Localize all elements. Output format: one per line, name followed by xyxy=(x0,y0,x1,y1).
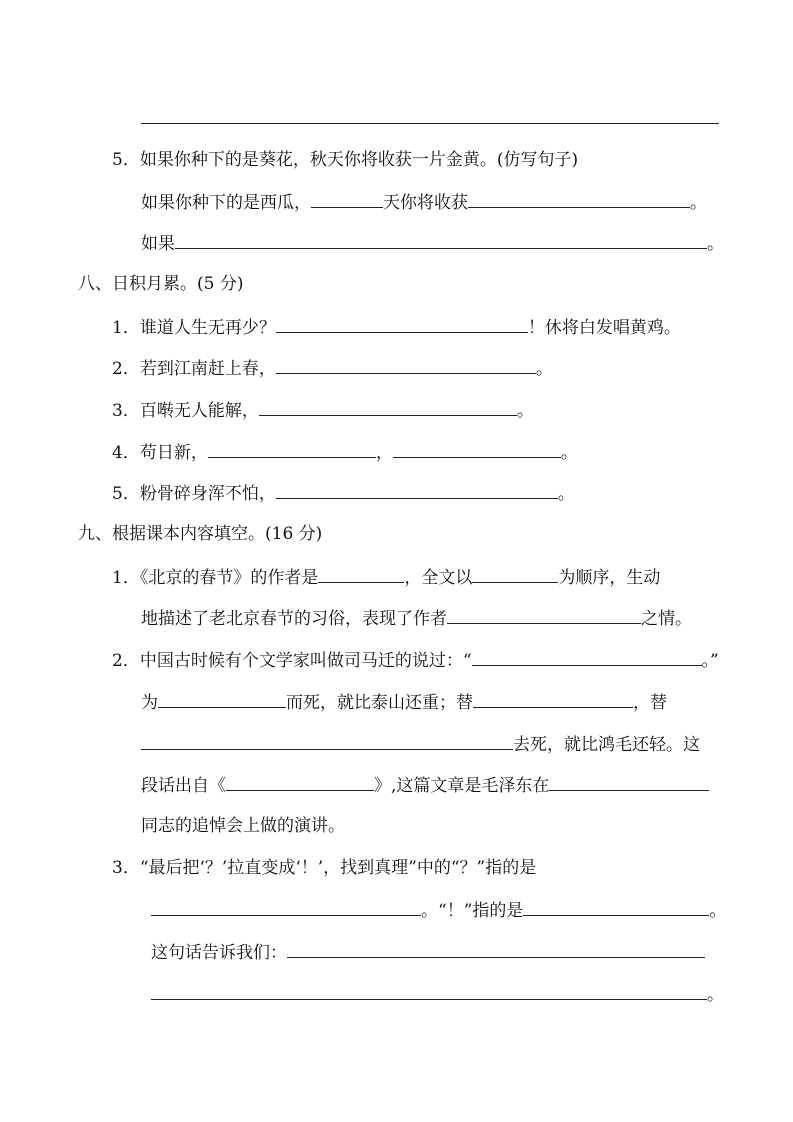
period: 。 xyxy=(560,443,578,463)
period: 。 xyxy=(707,985,724,1005)
line-text: 而死，就比泰山还重；替 xyxy=(286,693,473,713)
q9-item1-line2 xyxy=(141,606,692,630)
q9-item3-line1 xyxy=(112,857,536,879)
q9-item1-line1 xyxy=(112,565,660,589)
line-text: 苟日新， xyxy=(139,443,208,463)
line-text: 。“！”指的是 xyxy=(421,901,524,921)
section-title: 九、根据课本内容填空。 xyxy=(78,524,265,544)
answer-line[interactable] xyxy=(141,123,719,124)
line-text: 段话出自《 xyxy=(141,776,226,796)
line-text: ，替 xyxy=(633,693,667,713)
q9-item3-line2 xyxy=(151,898,726,922)
answer-blank[interactable] xyxy=(158,690,286,708)
item-number: 5． xyxy=(112,484,140,504)
line-text: 为 xyxy=(141,693,158,713)
period: 。 xyxy=(535,359,553,379)
period: 。 xyxy=(516,401,534,421)
q9-item2-line4 xyxy=(141,773,709,797)
answer-blank[interactable] xyxy=(447,606,641,624)
answer-blank[interactable] xyxy=(226,773,374,791)
line-text: ！休将白发唱黄鸡。 xyxy=(527,318,681,338)
answer-blank[interactable] xyxy=(311,190,383,208)
section-title: 八、日积月累。 xyxy=(78,274,197,294)
answer-blank[interactable] xyxy=(468,190,690,208)
answer-blank[interactable] xyxy=(141,732,513,750)
item-number: 1． xyxy=(112,318,140,338)
period: 。 xyxy=(709,901,727,921)
q9-item2-line5 xyxy=(141,815,345,837)
line-text: 去死，就比鸿毛还轻。这 xyxy=(513,735,700,755)
answer-blank[interactable] xyxy=(276,315,528,333)
answer-blank[interactable] xyxy=(259,398,517,416)
line-text: ，全文以 xyxy=(404,568,473,588)
q8-item-2 xyxy=(112,356,553,380)
q9-item3-line3 xyxy=(151,940,705,964)
item-number: 3． xyxy=(112,401,140,421)
comma: ， xyxy=(375,443,393,463)
q7-item5-line1 xyxy=(141,190,707,214)
line-text: 同志的追悼会上做的演讲。 xyxy=(141,816,345,836)
line-text: 百啭无人能解， xyxy=(139,401,259,421)
period: 。 xyxy=(707,234,724,254)
section-score: (16 分) xyxy=(265,524,323,544)
q8-item-3 xyxy=(112,398,534,422)
hint-text: (仿写句子) xyxy=(496,150,579,170)
q9-item2-line3 xyxy=(141,732,700,756)
line-text: 》,这篇文章是毛泽东在 xyxy=(374,776,550,796)
period: 。 xyxy=(690,193,707,213)
period: 。 xyxy=(557,484,575,504)
answer-blank[interactable] xyxy=(473,690,633,708)
answer-blank[interactable] xyxy=(523,898,709,916)
q8-item-5 xyxy=(112,481,575,505)
line-text: 如果 xyxy=(141,234,175,254)
q8-item-4 xyxy=(112,440,578,464)
line-text: 天你将收获 xyxy=(383,193,468,213)
answer-blank[interactable] xyxy=(276,356,536,374)
prompt-text: 如果你种下的是葵花，秋天你将收获一片金黄。 xyxy=(139,150,497,170)
q8-item-1 xyxy=(112,315,681,339)
line-text: 若到江南赶上春， xyxy=(139,359,276,379)
answer-blank[interactable] xyxy=(175,231,707,249)
q7-item5-line2 xyxy=(141,231,724,255)
line-text: 。” xyxy=(701,651,719,671)
item-number: 5． xyxy=(112,150,140,170)
item-number: 2． xyxy=(112,359,140,379)
answer-blank[interactable] xyxy=(318,565,404,583)
item-number: 4． xyxy=(112,443,140,463)
item-number: 3． xyxy=(112,858,140,878)
line-text: 这句话告诉我们： xyxy=(151,943,287,963)
item-number: 1． xyxy=(112,568,140,588)
section-8-heading xyxy=(78,273,243,295)
answer-blank[interactable] xyxy=(208,440,376,458)
q9-item2-line1 xyxy=(112,648,719,672)
line-text: 谁道人生无再少？ xyxy=(139,318,276,338)
q7-item5-prompt xyxy=(112,149,578,171)
answer-blank[interactable] xyxy=(549,773,709,791)
line-text: 地描述了老北京春节的习俗，表现了作者 xyxy=(141,609,447,629)
line-text: 粉骨碎身浑不怕， xyxy=(139,484,276,504)
q9-item2-line2 xyxy=(141,690,667,714)
line-text: 如果你种下的是西瓜， xyxy=(141,193,311,213)
line-text: 为顺序，生动 xyxy=(558,568,661,588)
q9-item3-line4 xyxy=(151,982,724,1006)
answer-blank[interactable] xyxy=(393,440,561,458)
answer-blank[interactable] xyxy=(276,481,558,499)
line-text: 中国古时候有个文学家叫做司马迁的说过：“ xyxy=(139,651,472,671)
answer-blank[interactable] xyxy=(151,982,707,1000)
item-number: 2． xyxy=(112,651,140,671)
section-score: (5 分) xyxy=(197,274,244,294)
answer-blank[interactable] xyxy=(287,940,705,958)
answer-blank[interactable] xyxy=(472,648,702,666)
answer-blank[interactable] xyxy=(151,898,421,916)
line-text: “最后把‘？’拉直变成‘！’，找到真理”中的“？”指的是 xyxy=(139,858,537,878)
line-text: 之情。 xyxy=(641,609,692,629)
line-text: 《北京的春节》的作者是 xyxy=(139,568,319,588)
answer-blank[interactable] xyxy=(472,565,558,583)
section-9-heading xyxy=(78,523,322,545)
